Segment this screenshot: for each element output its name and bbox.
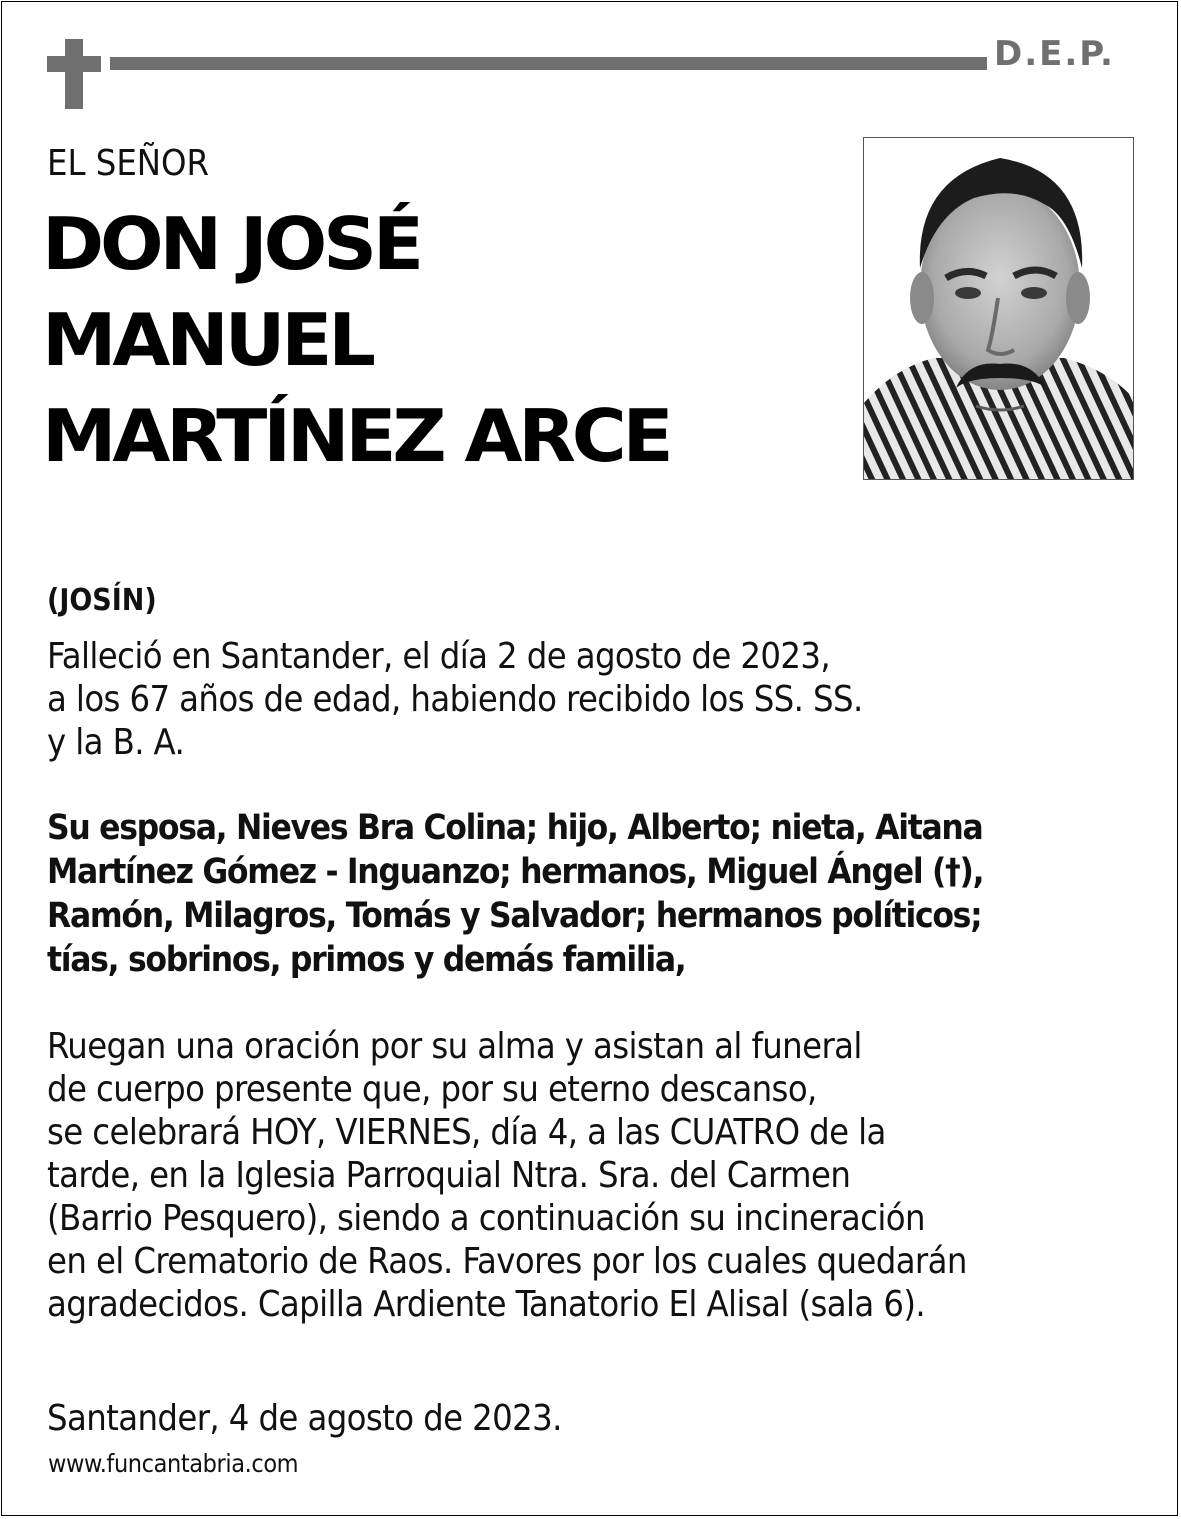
text-line: Su esposa, Nieves Bra Colina; hijo, Alberto; nieta, Aitana: [47, 808, 983, 848]
death-notice: [47, 635, 863, 764]
name-line: MANUEL: [42, 298, 372, 382]
cross-icon: [65, 39, 83, 109]
cross-icon-bar: [47, 56, 101, 72]
text-line: tías, sobrinos, primos y demás familia,: [47, 940, 686, 980]
honorific: EL SEÑOR: [47, 143, 210, 184]
dep-label: D.E.P.: [994, 34, 1115, 74]
text-line: y la B. A.: [47, 722, 185, 763]
website-link[interactable]: www.funcantabria.com: [48, 1449, 299, 1478]
name-line: MARTÍNEZ ARCE: [42, 394, 670, 478]
deceased-name: [42, 196, 670, 484]
text-line: se celebrará HOY, VIERNES, día 4, a las CUATRO de la: [47, 1112, 886, 1153]
text-line: Ramón, Milagros, Tomás y Salvador; hermanos políticos;: [47, 896, 982, 936]
text-line: agradecidos. Capilla Ardiente Tanatorio El Alisal (sala 6).: [47, 1284, 926, 1325]
text-line: Martínez Gómez - Inguanzo; hermanos, Miguel Ángel (†),: [47, 852, 984, 892]
nickname: (JOSÍN): [47, 583, 157, 618]
funeral-details: [47, 1025, 967, 1326]
text-line: tarde, en la Iglesia Parroquial Ntra. Sra. del Carmen: [47, 1155, 851, 1196]
text-line: Ruegan una oración por su alma y asistan al funeral: [47, 1026, 862, 1067]
text-line: a los 67 años de edad, habiendo recibido los SS. SS.: [47, 679, 863, 720]
text-line: de cuerpo presente que, por su eterno descanso,: [47, 1069, 817, 1110]
text-line: Falleció en Santander, el día 2 de agosto de 2023,: [47, 636, 831, 677]
name-line: DON JOSÉ: [42, 202, 420, 286]
header-rule: [110, 57, 987, 70]
text-line: (Barrio Pesquero), siendo a continuación su incineración: [47, 1198, 925, 1239]
closing-date: Santander, 4 de agosto de 2023.: [47, 1398, 562, 1439]
family-list: [47, 806, 983, 982]
text-line: en el Crematorio de Raos. Favores por los cuales quedarán: [47, 1241, 967, 1282]
portrait-photo: [863, 137, 1134, 480]
